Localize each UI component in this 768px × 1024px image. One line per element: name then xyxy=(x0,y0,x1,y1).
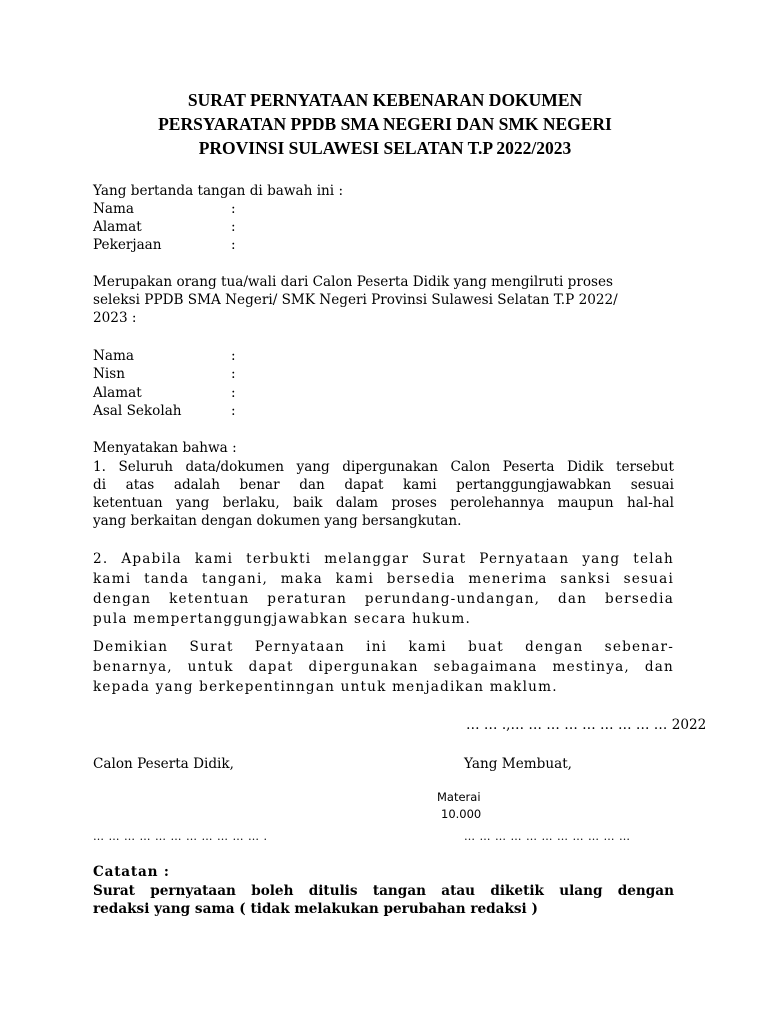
materai-value: 10.000 xyxy=(441,807,482,821)
point-1-line-4: yang berkaitan dengan dokumen yang bersangkutan. xyxy=(93,513,462,529)
title-line-2: PERSYARATAN PPDB SMA NEGERI DAN SMK NEGERI xyxy=(158,114,612,134)
parent-name-label: Nama xyxy=(93,201,134,217)
student-address-colon: : xyxy=(231,385,236,401)
parent-address-label: Alamat xyxy=(93,219,142,235)
point-2-line-3: dengan ketentuan peraturan perundang-undangan, dan bersedia xyxy=(93,591,674,607)
parent-statement-line-2: seleksi PPDB SMA Negeri/ SMK Negeri Provinsi Sulawesi Selatan T.P 2022/ xyxy=(93,292,618,308)
note-body xyxy=(93,882,674,918)
maker-signature-label: Yang Membuat, xyxy=(464,756,572,772)
closing-line-3: kepada yang berkepentinngan untuk menjadikan maklum. xyxy=(93,679,558,695)
point-1-line-3: ketentuan yang berlaku, baik dalam proses perolehannya maupun hal-hal xyxy=(93,495,674,511)
point-1-line-2: di atas adalah benar dan dapat kami pertanggungjawabkan sesuai xyxy=(93,477,674,493)
student-name-label: Nama xyxy=(93,348,134,364)
date-line: … … .,… … … … … … … … … 2022 xyxy=(466,717,707,733)
note-heading: Catatan : xyxy=(93,864,170,880)
declaration-point-1 xyxy=(93,458,674,530)
student-signature-line: … … … … … … … … … … … . xyxy=(93,830,268,843)
closing-line-2: benarnya, untuk dapat dipergunakan sebagaimana mestinya, dan xyxy=(93,659,674,675)
student-signature-label: Calon Peserta Didik, xyxy=(93,756,234,772)
intro-text: Yang bertanda tangan di bawah ini : xyxy=(93,183,344,199)
point-2-line-1: 2. Apabila kami terbukti melanggar Surat Pernyataan yang telah xyxy=(93,551,674,567)
parent-address-colon: : xyxy=(231,219,236,235)
parent-statement xyxy=(93,273,674,327)
student-school-label: Asal Sekolah xyxy=(93,403,182,419)
title-line-1: SURAT PERNYATAAN KEBENARAN DOKUMEN xyxy=(187,90,583,110)
parent-occupation-colon: : xyxy=(231,237,236,253)
parent-name-colon: : xyxy=(231,201,236,217)
closing-line-1: Demikian Surat Pernyataan ini kami buat dengan sebenar- xyxy=(93,639,674,655)
materai-stamp-text xyxy=(437,789,481,823)
declaration-point-2 xyxy=(93,549,674,629)
document-title xyxy=(80,88,690,160)
student-name-colon: : xyxy=(231,348,236,364)
maker-signature-line: … … … … … … … … … … … xyxy=(464,830,631,843)
declaration-heading: Menyatakan bahwa : xyxy=(93,440,237,456)
materai-label: Materai xyxy=(437,790,481,804)
parent-statement-line-3: 2023 : xyxy=(93,310,137,326)
point-2-line-2: kami tanda tangani, maka kami bersedia menerima sanksi sesuai xyxy=(93,571,674,587)
parent-occupation-label: Pekerjaan xyxy=(93,237,162,253)
student-nisn-label: Nisn xyxy=(93,366,125,382)
student-nisn-colon: : xyxy=(231,366,236,382)
parent-statement-line-1: Merupakan orang tua/wali dari Calon Peserta Didik yang mengilruti proses xyxy=(93,274,614,290)
student-school-colon: : xyxy=(231,403,236,419)
title-line-3: PROVINSI SULAWESI SELATAN T.P 2022/2023 xyxy=(198,138,572,158)
point-1-line-1: 1. Seluruh data/dokumen yang dipergunakan Calon Peserta Didik tersebut xyxy=(93,459,674,475)
point-2-line-4: pula mempertanggungjawabkan secara hukum. xyxy=(93,611,471,627)
note-line-1: Surat pernyataan boleh ditulis tangan atau diketik ulang dengan xyxy=(93,883,674,899)
student-address-label: Alamat xyxy=(93,385,142,401)
closing-paragraph xyxy=(93,637,674,697)
note-line-2: redaksi yang sama ( tidak melakukan perubahan redaksi ) xyxy=(93,901,538,917)
